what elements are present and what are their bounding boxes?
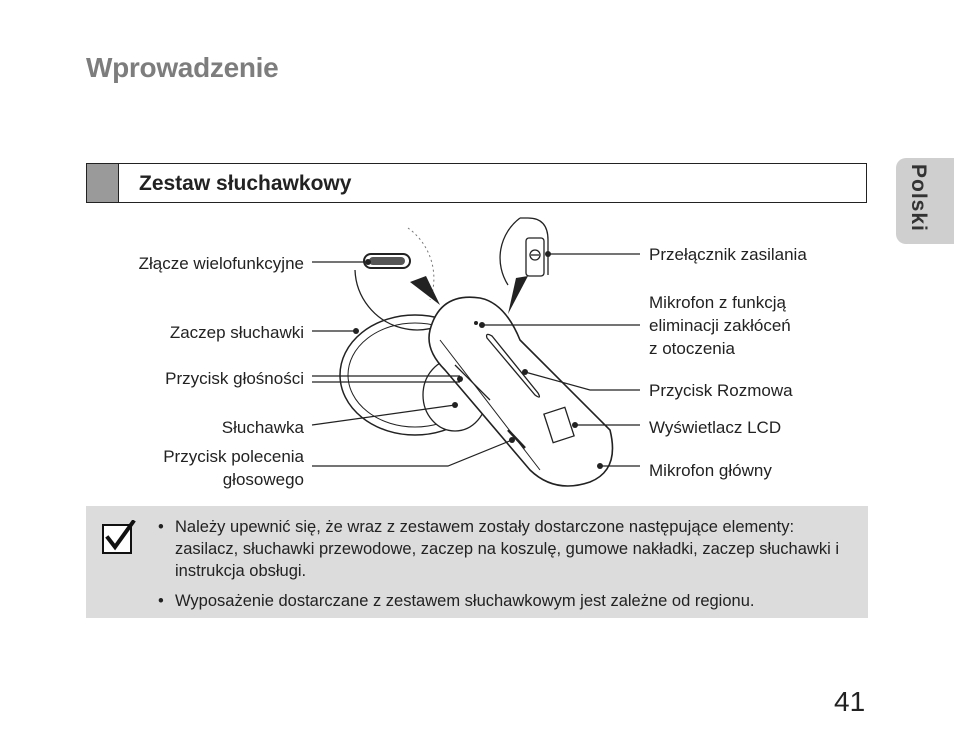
noise-mic-hole (474, 321, 478, 325)
section-header-swatch (87, 164, 119, 202)
label-talk-button: Przycisk Rozmowa (649, 381, 793, 400)
section-title: Zestaw słuchawkowy (139, 172, 352, 195)
zoom-circle-right (500, 218, 520, 285)
note-list (158, 516, 858, 620)
label-noise-cancel-mic: Mikrofon z funkcją eliminacji zakłóceń z otoczenia (649, 293, 791, 358)
label-main-mic: Mikrofon główny (649, 461, 772, 480)
note-box (86, 506, 868, 618)
label-earpiece: Słuchawka (221, 418, 304, 437)
label-multifunction-connector: Złącze wielofunkcyjne (138, 254, 304, 273)
page-title: Wprowadzenie (86, 52, 279, 83)
note-item: • Należy upewnić się, że wraz z zestawem zostały dostarczone następujące elementy: zasilacz, słuchawki przewodowe, zaczep na koszulę, gumowe nakładki, zaczep słuchawki i instrukcja obsługi. (158, 516, 858, 582)
section-header (86, 163, 867, 203)
label-ear-hook: Zaczep słuchawki (169, 323, 304, 342)
checkbox-check-icon (102, 524, 132, 554)
note-item: • Wyposażenie dostarczane z zestawem słuchawkowym jest zależne od regionu. (158, 590, 858, 612)
page-number: 41 (834, 686, 866, 717)
label-power-switch: Przełącznik zasilania (649, 245, 807, 264)
language-tab-label: Polski (907, 164, 930, 232)
connector-port (369, 257, 405, 265)
label-voice-command-button: Przycisk polecenia głosowego (163, 447, 304, 489)
label-volume-button: Przycisk głośności (165, 369, 304, 388)
zoom-pointer-left (410, 276, 440, 305)
label-lcd-display: Wyświetlacz LCD (649, 418, 782, 437)
zoom-pointer-right (508, 276, 528, 314)
